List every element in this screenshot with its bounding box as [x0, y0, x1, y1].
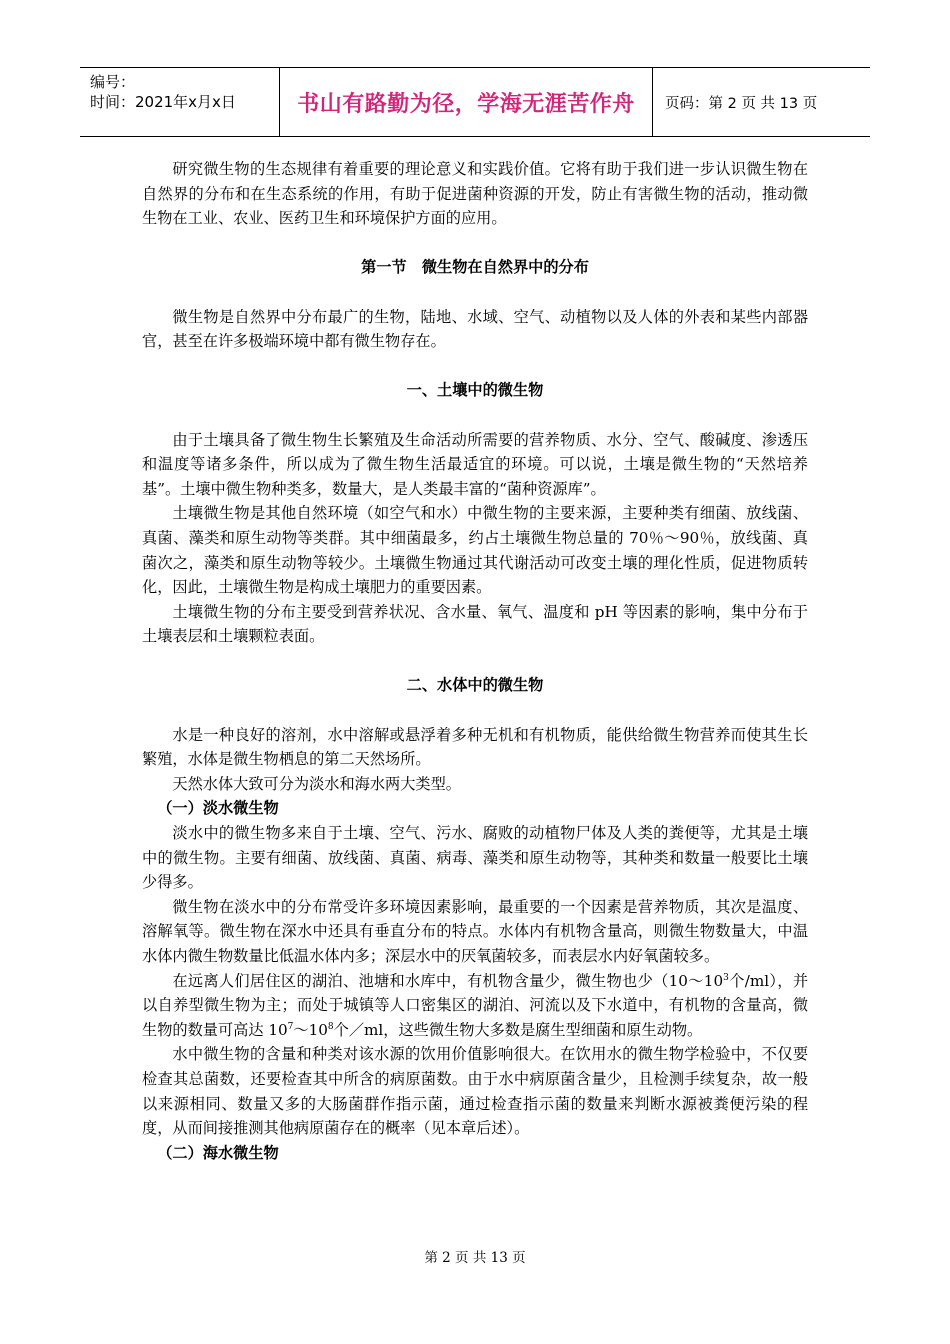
page-footer: 第 2 页 共 13 页 [424, 1250, 526, 1266]
freshwater-title: （一）淡水微生物 [157, 799, 279, 818]
water-title: 二、水体中的微生物 [406, 676, 544, 695]
section1-title: 第一节 微生物在自然界中的分布 [361, 258, 589, 277]
freshwater-paragraph-2: 微生物在淡水中的分布常受许多环境因素影响，最重要的一个因素是营养物质，其次是温度、溶解氧等。微生物在深水中还具有垂直分布的特点。水体内有机物含量高，则微生物数量大，中温水体内微生物数量比低温水体内多；深层水中的厌氧菌较多，而表层水内好氧菌较多。 [142, 897, 808, 965]
seawater-title: （二）海水微生物 [157, 1143, 279, 1162]
document-body [142, 157, 808, 1165]
header-meta [80, 68, 280, 136]
page-header [80, 67, 870, 137]
water-paragraph-1: 水是一种良好的溶剂，水中溶解或悬浮着多种无机和有机物质，能供给微生物营养而使其生长繁殖，水体是微生物栖息的第二天然场所。 [142, 725, 808, 769]
header-motto-cell [280, 68, 653, 136]
intro-paragraph: 研究微生物的生态规律有着重要的理论意义和实践价值。它将有助于我们进一步认识微生物在自然界的分布和在生态系统的作用，有助于促进菌种资源的开发，防止有害微生物的活动，推动微生物在工业、农业、医药卫生和环境保护方面的应用。 [142, 160, 808, 228]
soil-paragraph-1: 由于土壤具备了微生物生长繁殖及生命活动所需要的营养物质、水分、空气、酸碱度、渗透压和温度等诸多条件，所以成为了微生物生活最适宜的环境。可以说，土壤是微生物的“天然培养基”。土壤中微生物种类多，数量大，是人类最丰富的“菌种资源库”。 [142, 430, 808, 498]
soil-title: 一、土壤中的微生物 [406, 381, 544, 400]
header-number: 编号： [90, 73, 136, 91]
freshwater-paragraph-3: 在远离人们居住区的湖泊、池塘和水库中，有机物含量少，微生物也少（$10\sim 10^3$个/ml），并以自养型微生物为主；而处于城镇等人口密集区的湖泊、河流以及下水道中，有机物的含量高，微生物的数量可高达 $10^7\sim 10^8$个／ml，这些微生物大多数是腐生型细菌和原生动物。 [142, 971, 809, 1039]
header-date: 时间：2021年x月x日 [90, 93, 236, 111]
freshwater-paragraph-1: 淡水中的微生物多来自于土壤、空气、污水、腐败的动植物尸体及人类的粪便等，尤其是土壤中的微生物。主要有细菌、放线菌、真菌、病毒、藻类和原生动物等，其种类和数量一般要比土壤少得多。 [142, 824, 808, 892]
header-page-info: 页码：第 2 页 共 13 页 [665, 95, 818, 112]
freshwater-paragraph-4: 水中微生物的含量和种类对该水源的饮用价值影响很大。在饮用水的微生物学检验中，不仅要检查其总菌数，还要检查其中所含的病原菌数。由于水中病原菌含量少，且检测手续复杂，故一般以来源相同、数量又多的大肠菌群作指示菌，通过检查指示菌的数量来判断水源被粪便污染的程度，从而间接推测其他病原菌存在的概率（见本章后述）。 [142, 1045, 808, 1138]
section1-paragraph: 微生物是自然界中分布最广的生物，陆地、水域、空气、动植物以及人体的外表和某些内部器官，甚至在许多极端环境中都有微生物存在。 [142, 307, 808, 351]
header-motto: 书山有路勤为径，学海无涯苦作舟 [297, 91, 635, 117]
soil-paragraph-2: 土壤微生物是其他自然环境（如空气和水）中微生物的主要来源，主要种类有细菌、放线菌、真菌、藻类和原生动物等类群。其中细菌最多，约占土壤微生物总量的 70％～90％，放线菌、真菌次之，藻类和原生动物等较少。土壤微生物通过其代谢活动可改变土壤的理化性质，促进物质转化，因此，土壤微生物是构成土壤肥力的重要因素。 [142, 504, 808, 597]
water-paragraph-2: 天然水体大致可分为淡水和海水两大类型。 [172, 774, 461, 793]
soil-paragraph-3: 土壤微生物的分布主要受到营养状况、含水量、氧气、温度和 pH 等因素的影响，集中分布于土壤表层和土壤颗粒表面。 [142, 602, 808, 646]
